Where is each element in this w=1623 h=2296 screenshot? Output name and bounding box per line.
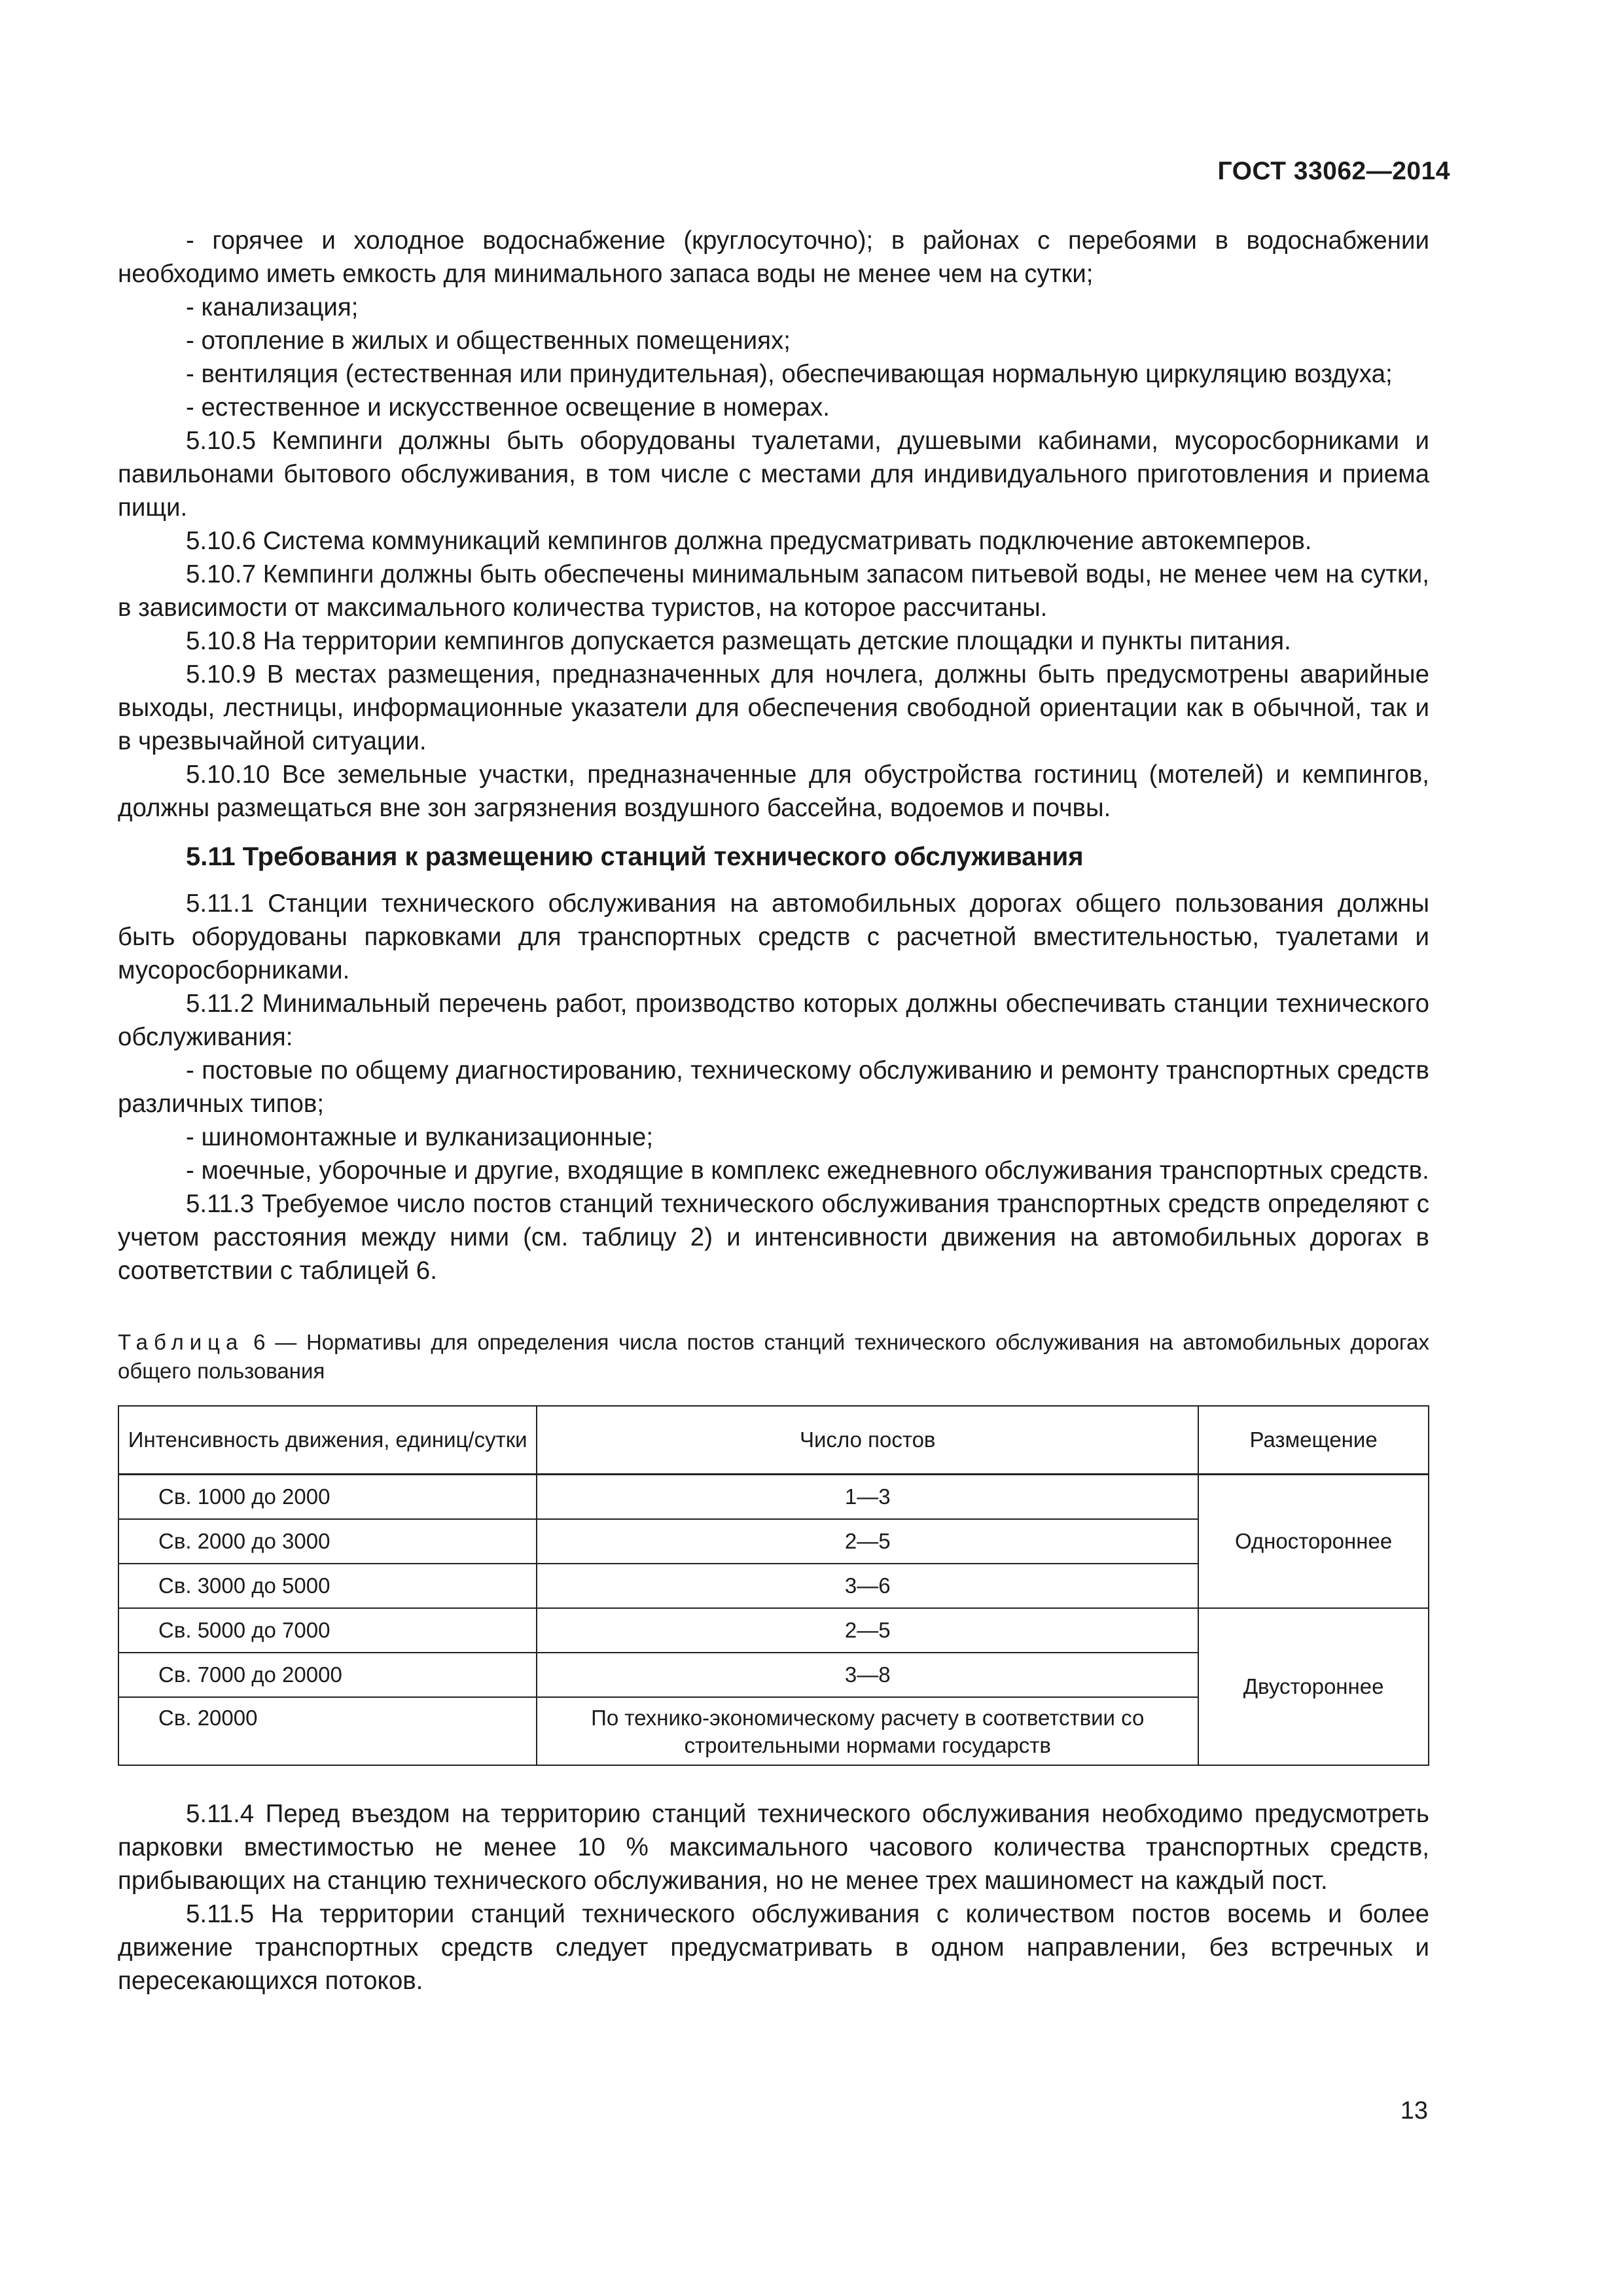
clause-5-10-6: 5.10.6 Система коммуникаций кемпингов должна предусматривать подключение автокемперов. <box>186 527 1312 555</box>
clause-5-10-9: 5.10.9 В местах размещения, предназначенных для ночлега, должны быть предусмотрены аварийные выходы, лестницы, информационные указатели для обеспечения свободной ориентации как в обычной, так и в чрезвычайной ситуации. <box>118 660 1429 755</box>
table-header-row <box>118 1406 1429 1475</box>
cell-intensity: Св. 7000 до 20000 <box>118 1653 537 1697</box>
clause-5-11-2: 5.11.2 Минимальный перечень работ, производство которых должны обеспечивать станции технического обслуживания: <box>118 990 1429 1051</box>
list-item-heating: - отопление в жилых и общественных помещениях; <box>186 327 791 355</box>
cell-intensity: Св. 20000 <box>118 1697 537 1765</box>
cell-intensity: Св. 5000 до 7000 <box>118 1608 537 1653</box>
cell-intensity: Св. 1000 до 2000 <box>118 1475 537 1520</box>
clause-5-11-1: 5.11.1 Станции технического обслуживания на автомобильных дорогах общего пользования должны быть оборудованы парковками для транспортных средств с расчетной вместительностью, туалетами и мусоросборниками. <box>118 889 1429 984</box>
clause-5-10-5: 5.10.5 Кемпинги должны быть оборудованы туалетами, душевыми кабинами, мусоросборниками и павильонами бытового обслуживания, в том числе с местами для индивидуального приготовления и приема пищи. <box>118 427 1429 522</box>
table-caption <box>118 1328 1429 1386</box>
clause-5-11-5: 5.11.5 На территории станций технического обслуживания с количеством постов восемь и более движение транспортных средств следует предусматривать в одном направлении, без встречных и пересекающихся потоков. <box>118 1900 1429 1995</box>
column-header-posts: Число постов <box>537 1406 1198 1475</box>
cell-posts: По технико-экономическому расчету в соответствии со строительными нормами государств <box>537 1697 1198 1765</box>
table-row <box>118 1475 1429 1520</box>
section-heading-5-11: 5.11 Требования к размещению станций технического обслуживания <box>186 842 1084 871</box>
table-row <box>118 1608 1429 1653</box>
cell-posts: 3—8 <box>537 1653 1198 1697</box>
cell-posts: 2—5 <box>537 1519 1198 1564</box>
cell-intensity: Св. 3000 до 5000 <box>118 1564 537 1608</box>
clause-5-11-4: 5.11.4 Перед въездом на территорию станций технического обслуживания необходимо предусмотреть парковки вместимостью не менее 10 % максимального часового количества транспортных средств, прибывающих на станцию технического обслуживания, но не менее трех машиномест на каждый пост. <box>118 1800 1429 1895</box>
cell-posts: 1—3 <box>537 1475 1198 1520</box>
clause-5-11-3: 5.11.3 Требуемое число постов станций технического обслуживания транспортных средств определяют с учетом расстояния между ними (см. таблицу 2) и интенсивности движения на автомобильных дорогах в соответствии с таблицей 6. <box>118 1190 1429 1285</box>
list-item-lighting: - естественное и искусственное освещение в номерах. <box>186 393 830 422</box>
cell-posts: 3—6 <box>537 1564 1198 1608</box>
clause-5-10-10: 5.10.10 Все земельные участки, предназначенные для обустройства гостиниц (мотелей) и кемпингов, должны размещаться вне зон загрязнения воздушного бассейна, водоемов и почвы. <box>118 761 1429 822</box>
document-code-header: ГОСТ 33062—2014 <box>1217 157 1450 185</box>
cell-intensity: Св. 2000 до 3000 <box>118 1519 537 1564</box>
cell-posts: 2—5 <box>537 1608 1198 1653</box>
list-item-tire-works: - шиномонтажные и вулканизационные; <box>186 1123 654 1151</box>
after-table-block <box>118 1797 1429 1998</box>
table-caption-label: Таблица <box>118 1330 244 1354</box>
list-item-sewerage: - канализация; <box>186 293 359 321</box>
clause-5-10-8: 5.10.8 На территории кемпингов допускается размещать детские площадки и пункты питания. <box>186 627 1291 655</box>
list-item-water-supply: - горячее и холодное водоснабжение (круглосуточно); в районах с перебоями в водоснабжении необходимо иметь емкость для минимального запаса воды не менее чем на сутки; <box>118 226 1429 288</box>
list-item-ventilation: - вентиляция (естественная или принудительная), обеспечивающая нормальную циркуляцию воздуха; <box>186 360 1393 388</box>
column-header-placement: Размещение <box>1198 1406 1429 1475</box>
table-caption-text: 6 — Нормативы для определения числа постов станций технического обслуживания на автомобильных дорогах общего пользования <box>118 1330 1429 1383</box>
list-item-post-works: - постовые по общему диагностированию, техническому обслуживанию и ремонту транспортных средств различных типов; <box>118 1056 1429 1118</box>
cell-placement-one-sided: Одностороннее <box>1198 1475 1429 1609</box>
cell-placement-two-sided: Двустороннее <box>1198 1608 1429 1765</box>
norms-table <box>118 1405 1429 1766</box>
page-content <box>118 224 1429 1998</box>
page-number: 13 <box>1400 2097 1428 2125</box>
column-header-intensity: Интенсивность движения, единиц/сутки <box>118 1406 537 1475</box>
clause-5-10-7: 5.10.7 Кемпинги должны быть обеспечены минимальным запасом питьевой воды, не менее чем на сутки, в зависимости от максимального количества туристов, на которое рассчитаны. <box>118 560 1429 622</box>
list-item-washing-works: - моечные, уборочные и другие, входящие в комплекс ежедневного обслуживания транспортных средств. <box>186 1157 1429 1185</box>
